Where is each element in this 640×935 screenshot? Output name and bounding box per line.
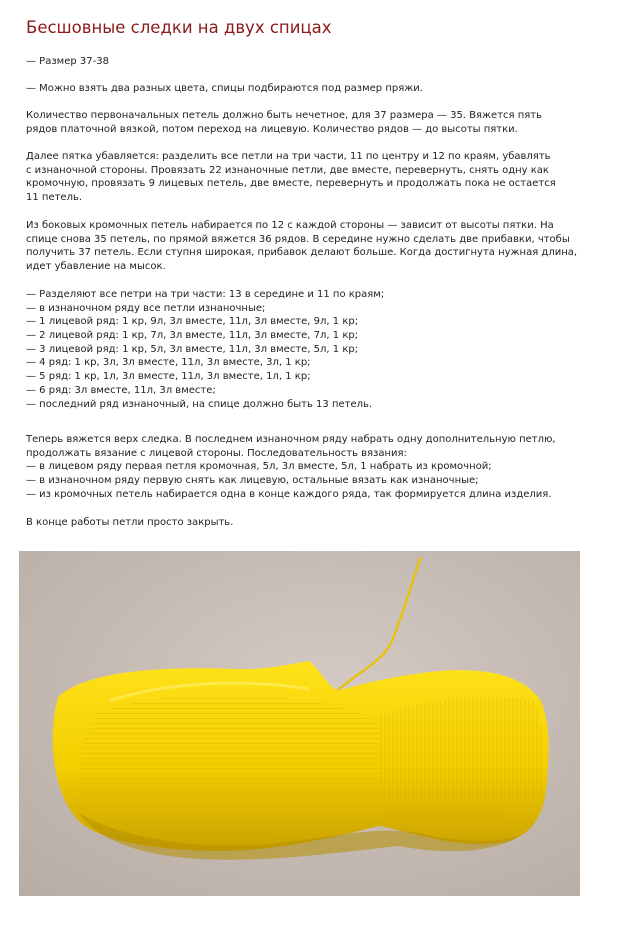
text-line: с изнаночной стороны. Провязать 22 изнаночные петли, две вместе, перевернуть, снять одну как <box>26 164 549 176</box>
text-line: идет убавление на мысок. <box>26 261 166 273</box>
text-line: рядов платочной вязкой, потом переход на лицевую. Количество рядов — до высоты пятки. <box>26 123 518 135</box>
list-item: — в изнаночном ряду первую снять как лицевую, остальные вязать как изнаночные; <box>26 475 479 487</box>
sock-cuff <box>379 697 544 839</box>
text-line: Далее пятка убавляется: разделить все петли на три части, 11 по центру и 12 по краям, убавлять <box>26 151 551 162</box>
paragraph-finish <box>26 516 626 530</box>
text-line: В конце работы петли просто закрыть. <box>26 517 234 528</box>
text-line: — Можно взять два разных цвета, спицы подбираются под размер пряжи. <box>26 83 423 94</box>
sock-photo <box>19 551 580 896</box>
text-line: спице снова 35 петель, по прямой вяжется 36 рядов. В середине нужно сделать две прибавки, чтобы <box>26 233 570 245</box>
text-line: Из боковых кромочных петель набирается по 12 с каждой стороны — зависит от высоты пятки. На <box>26 220 554 231</box>
paragraph-gusset <box>26 219 626 274</box>
text-line: Теперь вяжется верх следка. В последнем изнаночном ряду набрать одну дополнительную петлю, <box>26 434 556 445</box>
list-item: — 5 ряд: 1 кр, 1л, 3л вместе, 11л, 3л вместе, 1л, 1 кр; <box>26 371 311 383</box>
list-item: — 6 ряд: 3л вместе, 11л, 3л вместе; <box>26 384 216 396</box>
text-line: получить 37 петель. Если ступня широкая, прибавок делают больше. Когда достигнута нужная длина, <box>26 247 578 259</box>
paragraph-cast-on <box>26 109 626 136</box>
paragraph-upper <box>26 433 626 501</box>
text-line: кромочную, провязать 9 лицевых петель, две вместе, перевернуть и продолжать пока не остается <box>26 178 556 190</box>
paragraph-colors <box>26 82 626 96</box>
paragraph-heel <box>26 150 626 205</box>
text-line: 11 петель. <box>26 192 83 204</box>
list-item: — Разделяют все петри на три части: 13 в середине и 11 по краям; <box>26 289 385 300</box>
list-item: — 3 лицевой ряд: 1 кр, 5л, 3л вместе, 11л, 3л вместе, 5л, 1 кр; <box>26 343 359 355</box>
paragraph-size <box>26 55 626 69</box>
list-item: — в изнаночном ряду все петли изнаночные; <box>26 302 266 314</box>
list-item: — из кромочных петель набирается одна в конце каждого ряда, так формируется длина изделия. <box>26 488 552 500</box>
list-item: — в лицевом ряду первая петля кромочная, 5л, 3л вместе, 5л, 1 набрать из кромочной; <box>26 461 492 473</box>
text-line: продолжать вязание с лицевой стороны. Последовательность вязания: <box>26 447 407 459</box>
article-title: Бесшовные следки на двух спицах <box>26 18 332 37</box>
text-line: Количество первоначальных петель должно быть нечетное, для 37 размера — 35. Вяжется пять <box>26 110 542 121</box>
paragraph-toe-decrease <box>26 288 626 411</box>
text-line: — Размер 37-38 <box>26 56 109 67</box>
list-item: — 2 лицевой ряд: 1 кр, 7л, 3л вместе, 11л, 3л вместе, 7л, 1 кр; <box>26 330 359 342</box>
sock-upper <box>79 695 379 843</box>
list-item: — последний ряд изнаночный, на спице должно быть 13 петель. <box>26 398 373 410</box>
list-item: — 1 лицевой ряд: 1 кр, 9л, 3л вместе, 11л, 3л вместе, 9л, 1 кр; <box>26 316 359 328</box>
list-item: — 4 ряд: 1 кр, 3л, 3л вместе, 11л, 3л вместе, 3л, 1 кр; <box>26 357 311 369</box>
